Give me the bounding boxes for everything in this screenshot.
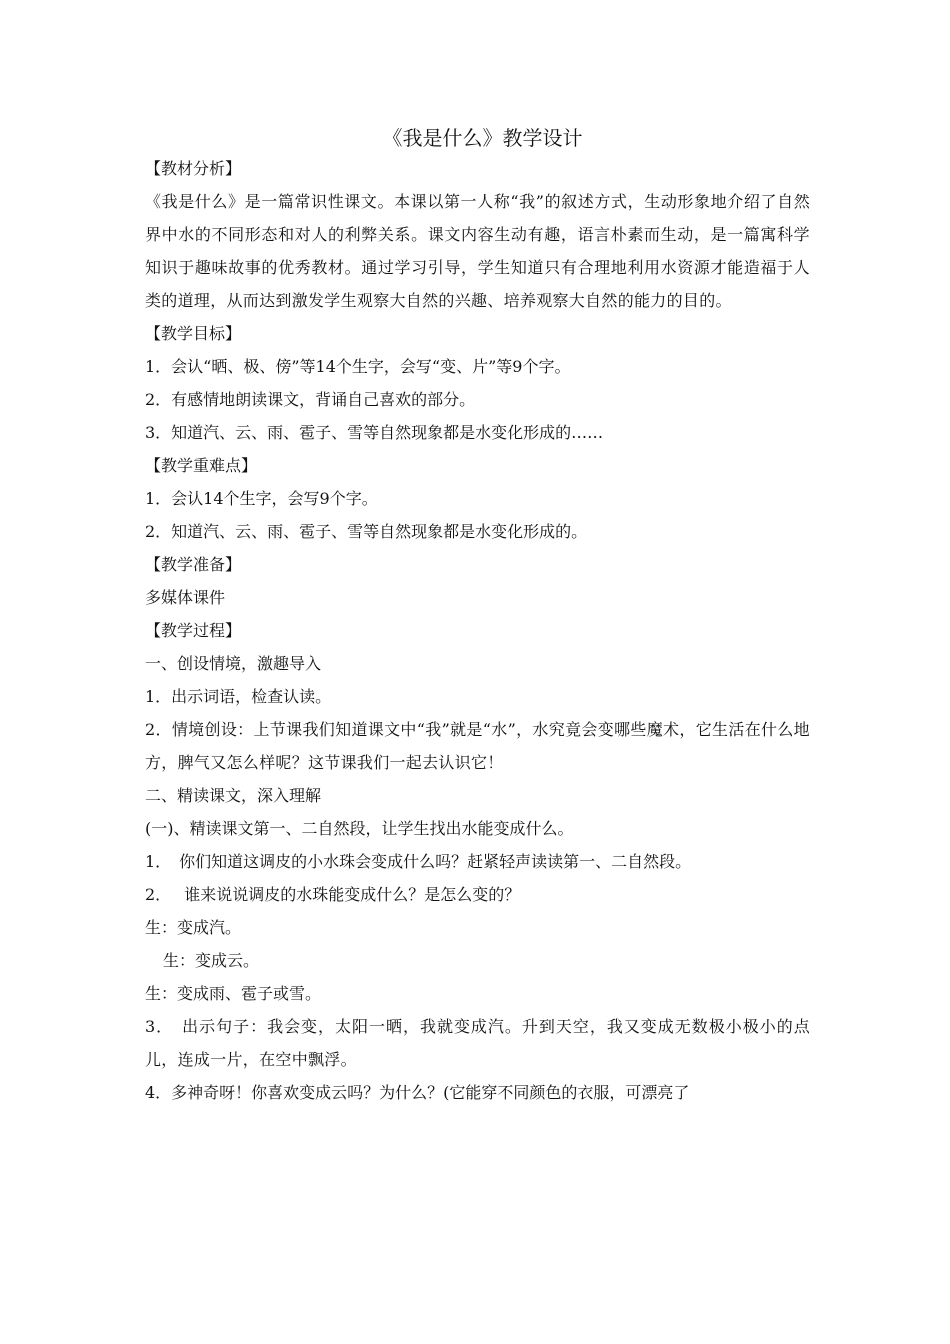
key-point-item: 1．会认14个生字，会写9个字。 [145,489,378,508]
preparation-text: 多媒体课件 [145,588,226,607]
goals-heading: 【教学目标】 [145,324,242,343]
process-heading: 【教学过程】 [145,621,242,640]
key-points-heading: 【教学重难点】 [145,456,258,475]
student-answer: 生：变成云。 [163,951,260,970]
analysis-paragraph: 《我是什么》是一篇常识性课文。本课以第一人称“我”的叙述方式，生动形象地介绍了自然界中水的不同形态和对人的利弊关系。课文内容生动有趣，语言朴素而生动，是一篇寓科学知识于趣味故事的优秀教材。通过学习引导，学生知道只有合理地利用水资源才能造福于人类的道理，从而达到激发学生观察大自然的兴趣、培养观察大自然的能力的目的。 [145,192,810,310]
preparation-heading: 【教学准备】 [145,555,242,574]
part2-item: 3． 出示句子：我会变，太阳一晒，我就变成汽。升到天空，我又变成无数极小极小的点儿，连成一片，在空中飘浮。 [145,1017,810,1069]
part2-item: 1． 你们知道这调皮的小水珠会变成什么吗？赶紧轻声读读第一、二自然段。 [145,852,692,871]
part2-subheading: (一)、精读课文第一、二自然段，让学生找出水能变成什么。 [145,819,574,838]
part1-item: 2．情境创设：上节课我们知道课文中“我”就是“水”，水究竟会变哪些魔术，它生活在什么地方，脾气又怎么样呢？这节课我们一起去认识它！ [145,720,810,772]
goal-item: 2．有感情地朗读课文，背诵自己喜欢的部分。 [145,390,476,409]
part2-item: 2． 谁来说说调皮的水珠能变成什么？是怎么变的？ [145,885,521,904]
student-answer: 生：变成汽。 [145,918,242,937]
key-point-item: 2．知道汽、云、雨、雹子、雪等自然现象都是水变化形成的。 [145,522,588,541]
part2-heading: 二、精读课文，深入理解 [145,786,322,805]
document-page [145,124,810,1109]
goal-item: 3．知道汽、云、雨、雹子、雪等自然现象都是水变化形成的…… [145,423,604,442]
part1-heading: 一、创设情境，激趣导入 [145,654,322,673]
analysis-heading: 【教材分析】 [145,159,242,178]
goal-item: 1．会认“晒、极、傍”等14个生字，会写“变、片”等9个字。 [145,357,571,376]
part2-item: 4．多神奇呀！你喜欢变成云吗？为什么？(它能穿不同颜色的衣服，可漂亮了 [145,1083,690,1102]
document-title: 《我是什么》教学设计 [382,126,583,150]
student-answer: 生：变成雨、雹子或雪。 [145,984,322,1003]
part1-item: 1．出示词语，检查认读。 [145,687,332,706]
